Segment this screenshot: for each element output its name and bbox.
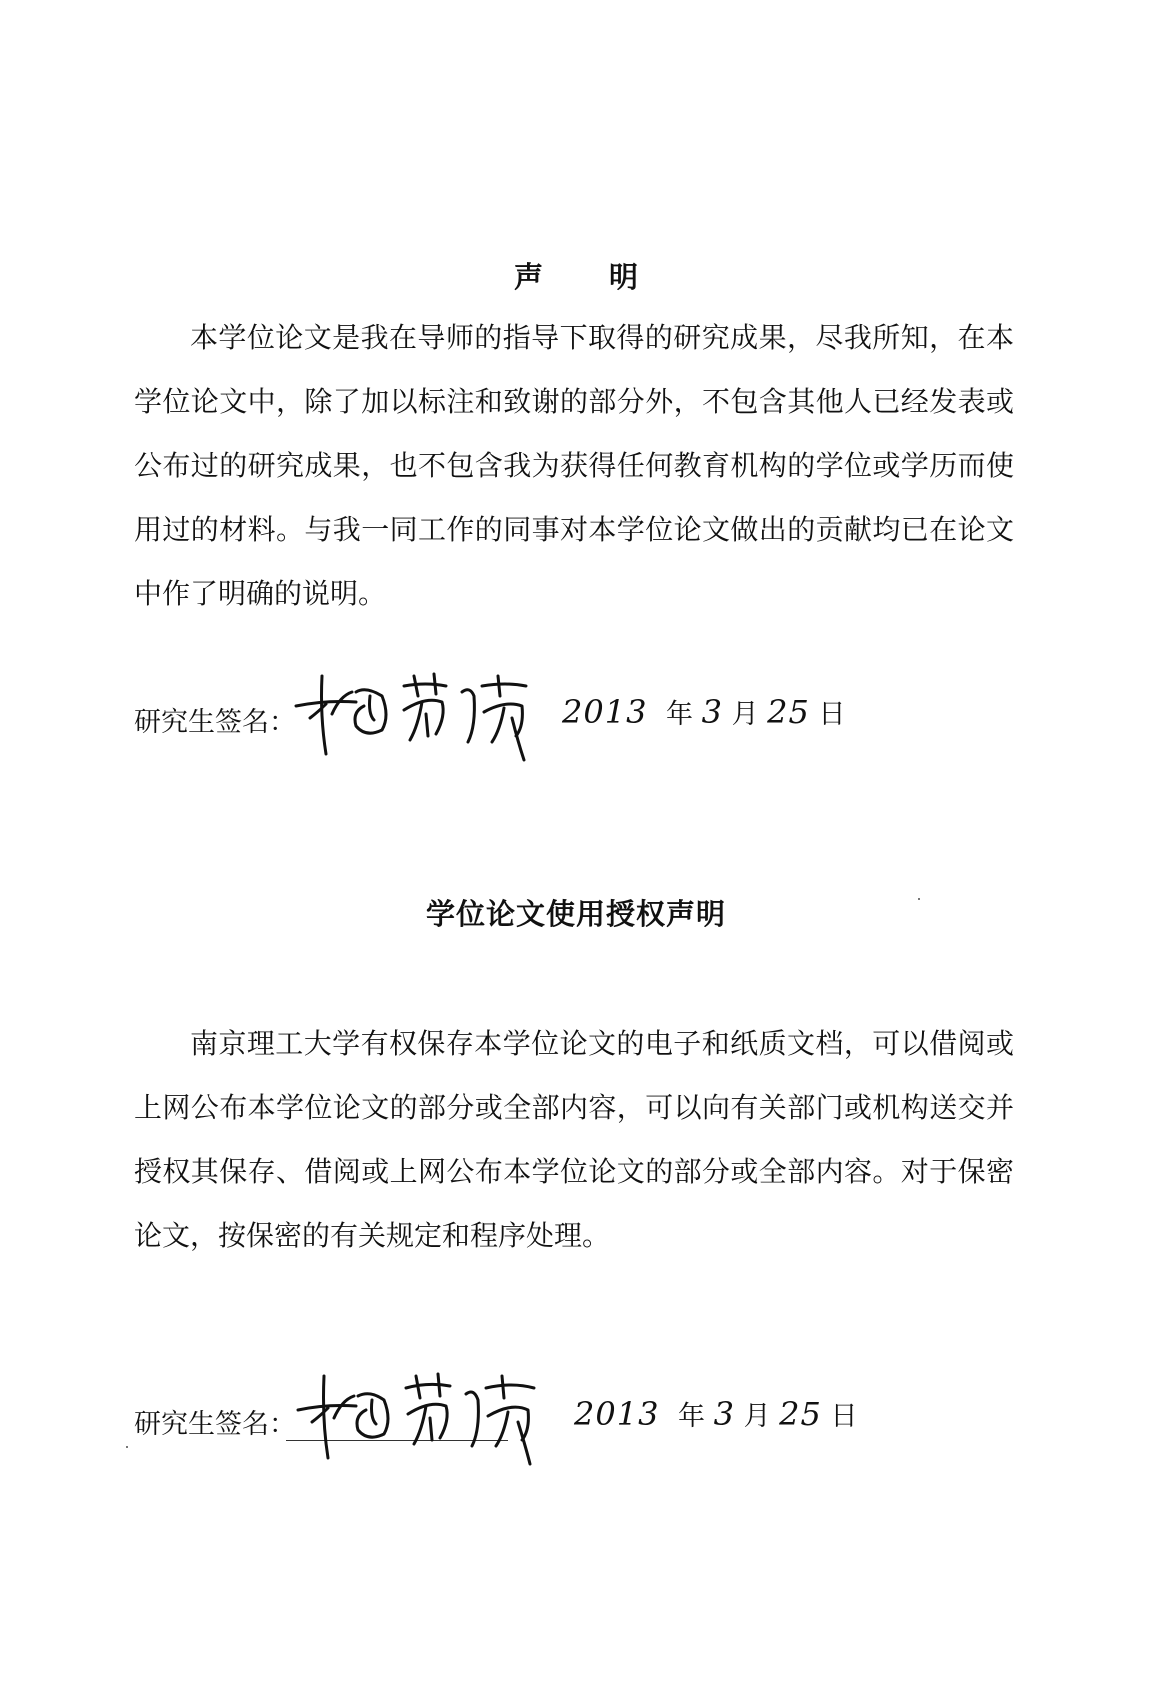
- authorization-title: 学位论文使用授权声明: [425, 897, 726, 931]
- declaration-paragraph: 本学位论文是我在导师的指导下取得的研究成果，尽我所知，在本学位论文中，除了加以标注和致谢的部分外，不包含其他人已经发表或公布过的研究成果，也不包含我为获得任何教育机构的学位或学历而使用过的材料。与我一同工作的同事对本学位论文做出的贡献均已在论文中作了明确的说明。: [134, 321, 1014, 610]
- signature-label: 研究生签名：: [134, 707, 296, 738]
- date-month-unit: 月: [731, 699, 759, 730]
- signature-date: [574, 1394, 857, 1433]
- scan-speck: [126, 1446, 128, 1448]
- authorization-signature-row: [134, 1382, 1014, 1462]
- date-day: 25: [767, 693, 810, 731]
- signature-date: [562, 692, 845, 731]
- authorization-paragraph: 南京理工大学有权保存本学位论文的电子和纸质文档，可以借阅或上网公布本学位论文的部分或全部内容，可以向有关部门或机构送交并授权其保存、借阅或上网公布本学位论文的部分或全部内容。对于保密论文，按保密的有关规定和程序处理。: [134, 1027, 1014, 1252]
- signature-label: 研究生签名：: [134, 1409, 296, 1440]
- date-year-unit: 年: [666, 699, 694, 730]
- date-month: 3: [701, 693, 723, 731]
- scan-speck: [918, 898, 920, 900]
- date-month: 3: [713, 1395, 735, 1433]
- date-day-unit: 日: [818, 699, 846, 730]
- handwritten-signature: [286, 1358, 616, 1466]
- declaration-title: 声 明: [513, 260, 667, 294]
- date-day: 25: [779, 1395, 822, 1433]
- declaration-signature-row: [134, 680, 1014, 760]
- date-month-unit: 月: [743, 1401, 771, 1432]
- date-year: 2013: [562, 693, 648, 731]
- date-day-unit: 日: [830, 1401, 858, 1432]
- date-year-unit: 年: [678, 1401, 706, 1432]
- date-year: 2013: [574, 1395, 660, 1433]
